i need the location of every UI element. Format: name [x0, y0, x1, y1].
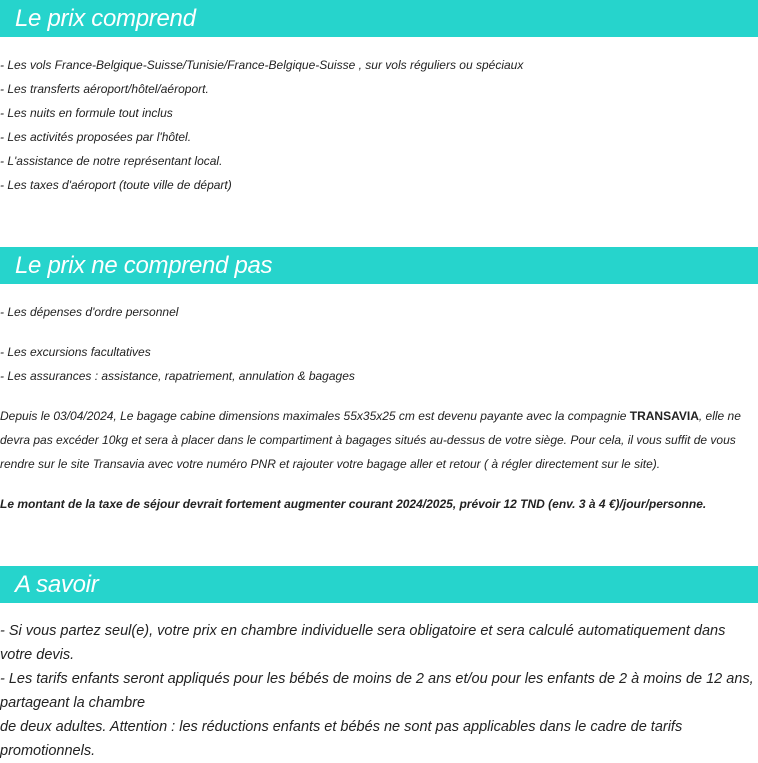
list-item: - Les excursions facultatives [0, 345, 151, 359]
airline-name: TRANSAVIA [629, 409, 699, 423]
section-header-not-included [0, 247, 758, 284]
list-item: - Les activités proposées par l'hôtel. [0, 130, 192, 144]
section-title-not-included: Le prix ne comprend pas [15, 252, 273, 279]
list-item: - Les transferts aéroport/hôtel/aéroport. [0, 82, 209, 96]
section-header-good-to-know [0, 566, 758, 603]
list-item: - Les vols France-Belgique-Suisse/Tunisie/France-Belgique-Suisse , sur vols réguliers ou spéciaux [0, 58, 524, 72]
good-to-know-text [0, 619, 758, 763]
not-included-item-personal [0, 300, 758, 324]
list-item: - L'assistance de notre représentant local. [0, 154, 223, 168]
baggage-paragraph [0, 404, 752, 476]
info-line-reductions: de deux adultes. Attention : les réductions enfants et bébés ne sont pas applicables dans le cadre de tarifs promotionnels. [0, 719, 683, 759]
info-line-single-room: - Si vous partez seul(e), votre prix en chambre individuelle sera obligatoire et sera calculé automatiquement dans votre devis. [0, 623, 726, 663]
list-item: - Les taxes d'aéroport (toute ville de départ) [0, 178, 232, 192]
included-list [0, 53, 758, 197]
list-item: - Les assurances : assistance, rapatriement, annulation & bagages [0, 369, 355, 383]
baggage-text-pre: Depuis le 03/04/2024, Le bagage cabine dimensions maximales 55x35x25 cm est devenu payante avec la compagnie [0, 409, 630, 423]
section-title-good-to-know: A savoir [15, 571, 99, 598]
info-line-child-rates: - Les tarifs enfants seront appliqués pour les bébés de moins de 2 ans et/ou pour les enfants de 2 à moins de 12 ans, partageant la chambre [0, 671, 754, 711]
section-title-included: Le prix comprend [15, 5, 196, 32]
tourist-tax-note: Le montant de la taxe de séjour devrait fortement augmenter courant 2024/2025, prévoir 12 TND (env. 3 à 4 €)/jour/personne. [0, 497, 707, 511]
section-header-included [0, 0, 758, 37]
not-included-list [0, 340, 758, 388]
baggage-text-post: , elle ne devra pas excéder 10kg et sera à placer dans le compartiment à bagages situés au-dessus de votre siège. Pour cela, il vous suffit de vous rendre sur le site Transavia avec votre numéro PNR et rajouter votre bagage aller et retour ( à régler directement sur le site). [0, 409, 741, 471]
list-item: - Les dépenses d'ordre personnel [0, 305, 179, 319]
list-item: - Les nuits en formule tout inclus [0, 106, 173, 120]
